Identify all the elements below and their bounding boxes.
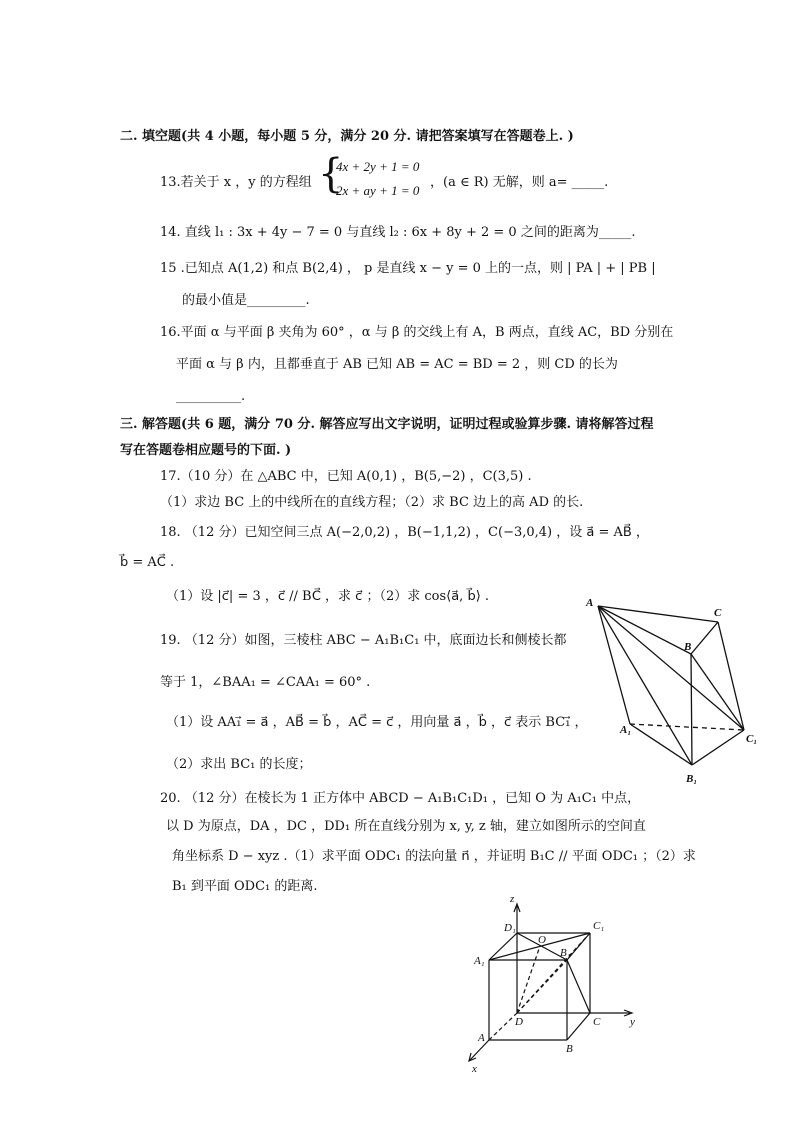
q16-line1: 16.平面 α 与平面 β 夹角为 60° ，α 与 β 的交线上有 A，B 两点，直线 AC，BD 分别在 <box>160 325 674 340</box>
section3-heading-1: 三. 解答题(共 6 题，满分 70 分. 解答应写出文字说明，证明过程或验算步骤. 请将解答过程 <box>120 417 654 432</box>
cube-label-C: C <box>593 1016 601 1028</box>
cube-label-C1: C₁ <box>593 920 605 932</box>
q17-line1: 17.（10 分）在 △ABC 中，已知 A(0,1) ，B(5,−2) ，C(3,5) . <box>160 469 532 484</box>
q20-line4: B₁ 到平面 ODC₁ 的距离. <box>172 879 318 894</box>
q18-line2: b⃗ = AC⃗ . <box>120 555 175 570</box>
section3-heading-2: 写在答题卷相应题号的下面. ) <box>120 443 292 458</box>
cube-label-A1: A₁ <box>474 955 485 967</box>
cube-label-D1: D₁ <box>504 922 516 934</box>
q19-line1: 19. （12 分）如图，三棱柱 ABC − A₁B₁C₁ 中，底面边长和侧棱长都 <box>160 633 567 648</box>
q17-line2: （1）求边 BC 上的中线所在的直线方程；（2）求 BC 边上的高 AD 的长. <box>160 495 584 510</box>
prism-label-A: A <box>586 597 594 609</box>
cube-figure <box>460 888 650 1078</box>
prism-label-C1: C₁ <box>746 733 758 745</box>
q19-line4: （2）求出 BC₁ 的长度； <box>166 757 312 772</box>
q15-line1: 15 .已知点 A(1,2) 和点 B(2,4) ， p 是直线 x − y = 0 上的一点，则 | PA | + | PB | <box>160 261 656 276</box>
q20-line3: 角坐标系 D − xyz .（1）求平面 ODC₁ 的法向量 n⃗ ，并证明 B₁C // 平面 ODC₁ ；（2）求 <box>172 849 696 864</box>
q13-tail: ，(a ∈ R) 无解，则 a= _____. <box>430 175 609 190</box>
cube-axis-z: z <box>510 893 515 905</box>
q14-text: 14. 直线 l₁ : 3x + 4y − 7 = 0 与直线 l₂ : 6x + 8y + 2 = 0 之间的距离为_____. <box>160 225 636 240</box>
cube-axis-y: y <box>630 1016 635 1028</box>
q19-line2: 等于 1，∠BAA₁ = ∠CAA₁ = 60° . <box>160 675 371 690</box>
prism-figure <box>580 590 770 790</box>
cube-label-D: D <box>515 1016 523 1028</box>
q13-brace: { <box>318 151 344 197</box>
q13-lead: 13.若关于 x ，y 的方程组 <box>160 175 312 190</box>
prism-label-B1: B₁ <box>686 773 698 785</box>
q18-line1: 18. （12 分）已知空间三点 A(−2,0,2) ，B(−1,1,2) ，C(−3,0,4) ，设 a⃗ = AB⃗ ， <box>160 525 649 540</box>
q20-line1: 20. （12 分）在棱长为 1 正方体中 ABCD − A₁B₁C₁D₁ ，已知 O 为 A₁C₁ 中点， <box>160 791 641 806</box>
cube-label-A: A <box>478 1032 485 1044</box>
prism-label-A1: A₁ <box>620 724 632 736</box>
q13-eq1: 4x + 2y + 1 = 0 <box>336 159 420 174</box>
prism-label-B: B <box>684 641 692 653</box>
prism-label-C: C <box>714 607 722 619</box>
cube-axis-x: x <box>472 1063 477 1075</box>
q16-line2: 平面 α 与 β 内，且都垂直于 AB 已知 AB = AC = BD = 2 ，则 CD 的长为 <box>176 357 618 372</box>
q19-line3: （1）设 AA₁⃗ = a⃗ ，AB⃗ = b⃗ ，AC⃗ = c⃗ ，用向量 a⃗ ，b⃗ ，c⃗ 表示 BC₁⃗ ， <box>166 715 588 730</box>
cube-label-B1: B₁ <box>560 947 571 959</box>
section2-heading: 二. 填空题(共 4 小题，每小题 5 分，满分 20 分. 请把答案填写在答题卷上. ) <box>120 129 574 144</box>
q16-line3: __________. <box>176 389 246 404</box>
cube-label-B: B <box>566 1043 573 1055</box>
q18-line3: （1）设 |c⃗| = 3 ，c⃗ // BC⃗ ，求 c⃗ ；（2）求 cos⟨a⃗, b⃗⟩ . <box>166 589 490 604</box>
q20-line2: 以 D 为原点，DA ，DC ，DD₁ 所在直线分别为 x, y, z 轴，建立如图所示的空间直 <box>166 819 646 834</box>
cube-label-O: O <box>538 934 546 946</box>
q13-eq2: 2x + ay + 1 = 0 <box>336 183 420 198</box>
q15-line2: 的最小值是_________. <box>182 293 310 308</box>
